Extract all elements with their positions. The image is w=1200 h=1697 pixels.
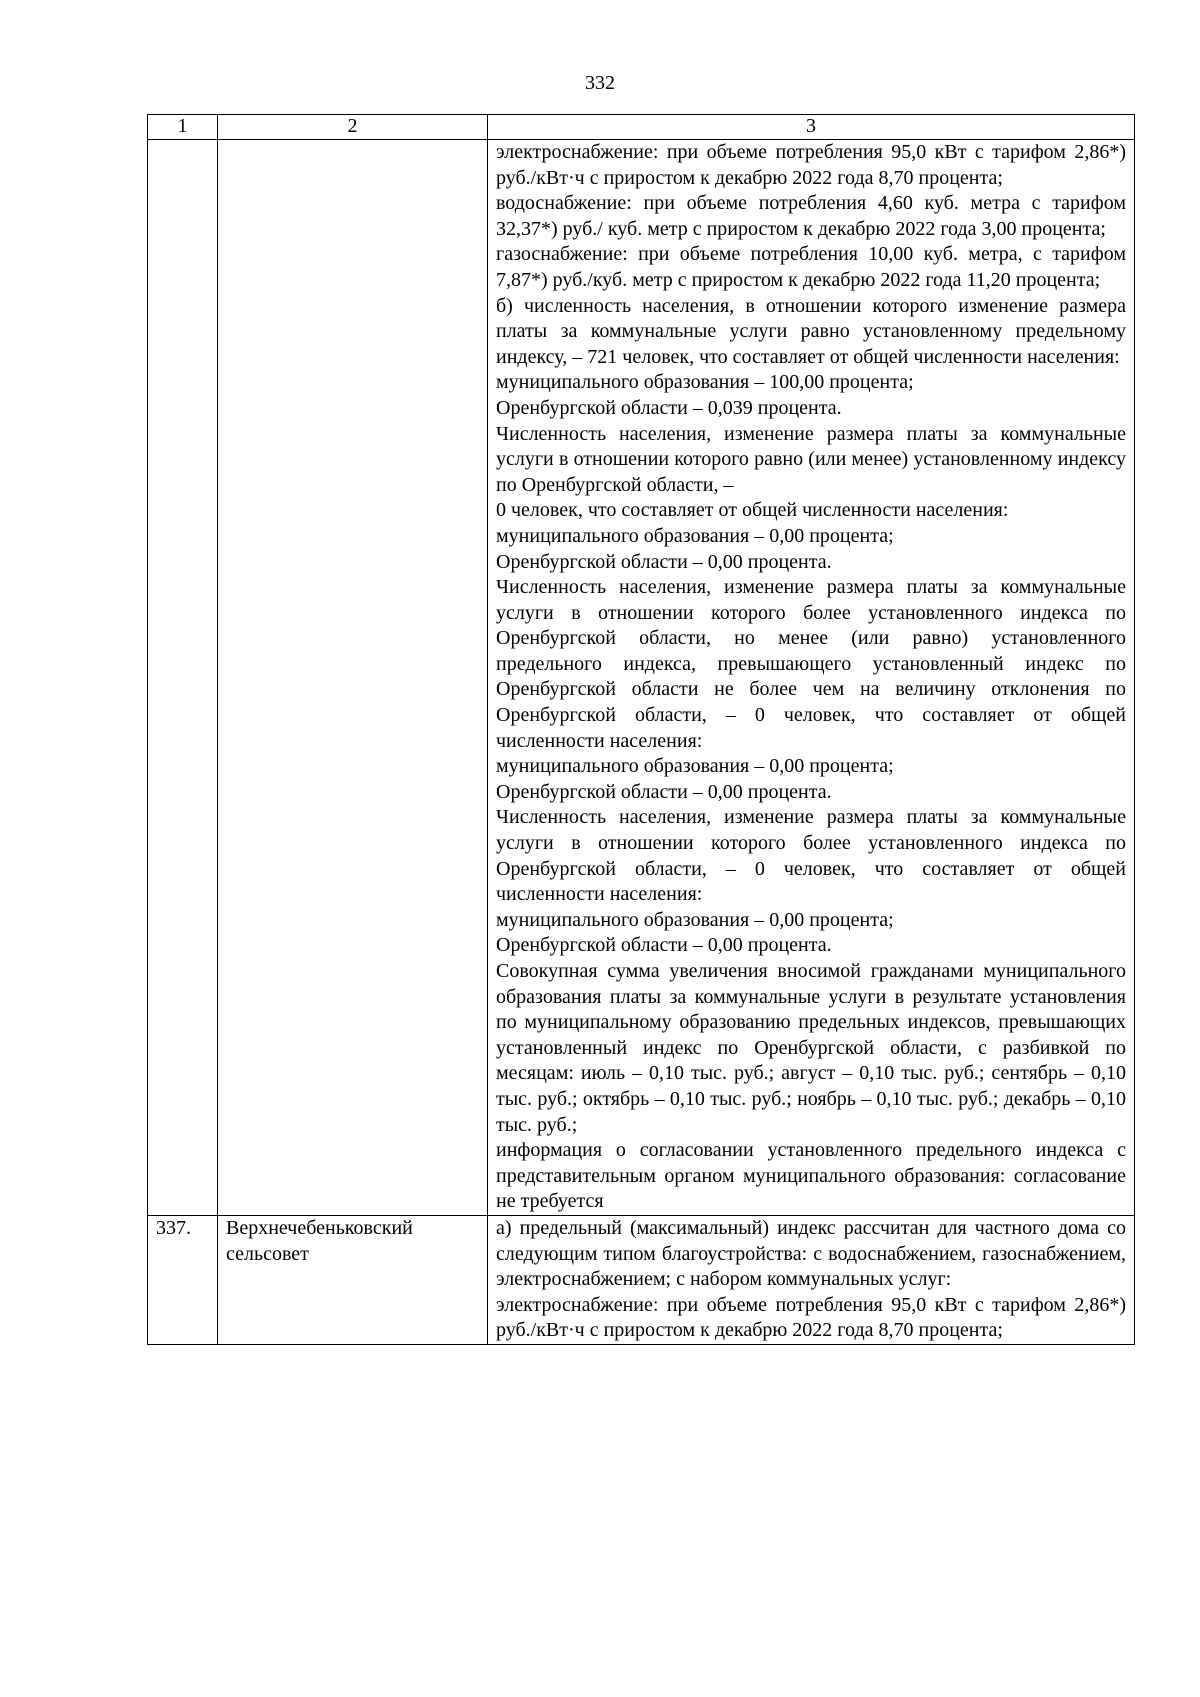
paragraph-municipal-share: муниципального образования – 0,00 процента; bbox=[496, 908, 894, 931]
row-number-cell: 337. bbox=[148, 1215, 218, 1344]
paragraph-municipal-share: муниципального образования – 0,00 процента; bbox=[496, 755, 894, 778]
paragraph-municipal-share: муниципального образования – 100,00 процента; bbox=[496, 371, 914, 394]
paragraph-municipal-share: муниципального образования – 0,00 процента; bbox=[496, 524, 894, 547]
data-table bbox=[147, 114, 1135, 1345]
paragraph-index-calculation: а) предельный (максимальный) индекс рассчитан для частного дома со следующим типом благоустройства: с водоснабжением, газоснабжением, электроснабжением; с набором коммунальных услуг: bbox=[496, 1216, 1131, 1291]
paragraph-water: водоснабжение: при объеме потребления 4,60 куб. метра с тарифом 32,37*) руб./ куб. метр с приростом к декабрю 2022 года 3,00 процента; bbox=[496, 192, 1131, 240]
paragraph-population-between: Численность населения, изменение размера платы за коммунальные услуги в отношении которого более установленного индекса по Оренбургской области, но менее (или равно) установленного предельного индекса, превышающего установленный индекс по Оренбургской области не более чем на величину отклонения по Оренбургской области, – 0 человек, что составляет от общей численности населения: bbox=[496, 576, 1131, 752]
page-number: 332 bbox=[585, 72, 615, 94]
column-header-3: 3 bbox=[488, 115, 1135, 140]
column-header-1: 1 bbox=[148, 115, 218, 140]
paragraph-region-share: Оренбургской области – 0,00 процента. bbox=[496, 780, 832, 803]
column-header-2: 2 bbox=[218, 115, 488, 140]
paragraph-population-count: 0 человек, что составляет от общей численности населения: bbox=[496, 499, 1009, 522]
description-cell bbox=[488, 1215, 1135, 1344]
paragraph-electricity: электроснабжение: при объеме потребления 95,0 кВт с тарифом 2,86*) руб./кВт·ч с приростом к декабрю 2022 года 8,70 процента; bbox=[496, 141, 1131, 189]
table-row bbox=[148, 1215, 1135, 1344]
paragraph-population-equal: Численность населения, изменение размера платы за коммунальные услуги в отношении которого равно (или менее) установленному индексу по Оренбургской области, – bbox=[496, 422, 1131, 496]
paragraph-region-share: Оренбургской области – 0,039 процента. bbox=[496, 396, 842, 419]
municipality-name-cell bbox=[218, 140, 488, 1216]
table-header-row bbox=[148, 115, 1135, 140]
paragraph-electricity: электроснабжение: при объеме потребления 95,0 кВт с тарифом 2,86*) руб./кВт·ч с приростом к декабрю 2022 года 8,70 процента; bbox=[496, 1293, 1131, 1342]
paragraph-total-increase: Совокупная сумма увеличения вносимой гражданами муниципального образования платы за коммунальные услуги в результате установления по муниципальному образованию предельных индексов, превышающих установленный индекс по Оренбургской области, с разбивкой по месяцам: июль – 0,10 тыс. руб.; август – 0,10 тыс. руб.; сентябрь – 0,10 тыс. руб.; октябрь – 0,10 тыс. руб.; ноябрь – 0,10 тыс. руб.; декабрь – 0,10 тыс. руб.; bbox=[496, 960, 1131, 1136]
paragraph-region-share: Оренбургской области – 0,00 процента. bbox=[496, 934, 832, 957]
row-number-cell bbox=[148, 140, 218, 1216]
description-cell bbox=[488, 140, 1135, 1216]
table-row bbox=[148, 140, 1135, 1216]
paragraph-population-above: Численность населения, изменение размера платы за коммунальные услуги в отношении которого более установленного индекса по Оренбургской области, – 0 человек, что составляет от общей численности населения: bbox=[496, 806, 1131, 906]
paragraph-population-b: б) численность населения, в отношении которого изменение размера платы за коммунальные услуги равно установленному предельному индексу, – 721 человек, что составляет от общей численности населения: bbox=[496, 294, 1131, 368]
paragraph-region-share: Оренбургской области – 0,00 процента. bbox=[496, 550, 832, 573]
paragraph-approval-info: информация о согласовании установленного предельного индекса с представительным органом муниципального образования: согласование не требуется bbox=[496, 1139, 1131, 1213]
paragraph-gas: газоснабжение: при объеме потребления 10,00 куб. метра, с тарифом 7,87*) руб./куб. метр с приростом к декабрю 2022 года 11,20 процента; bbox=[496, 243, 1131, 291]
municipality-name-cell: Верхнечебеньковский сельсовет bbox=[218, 1215, 488, 1344]
